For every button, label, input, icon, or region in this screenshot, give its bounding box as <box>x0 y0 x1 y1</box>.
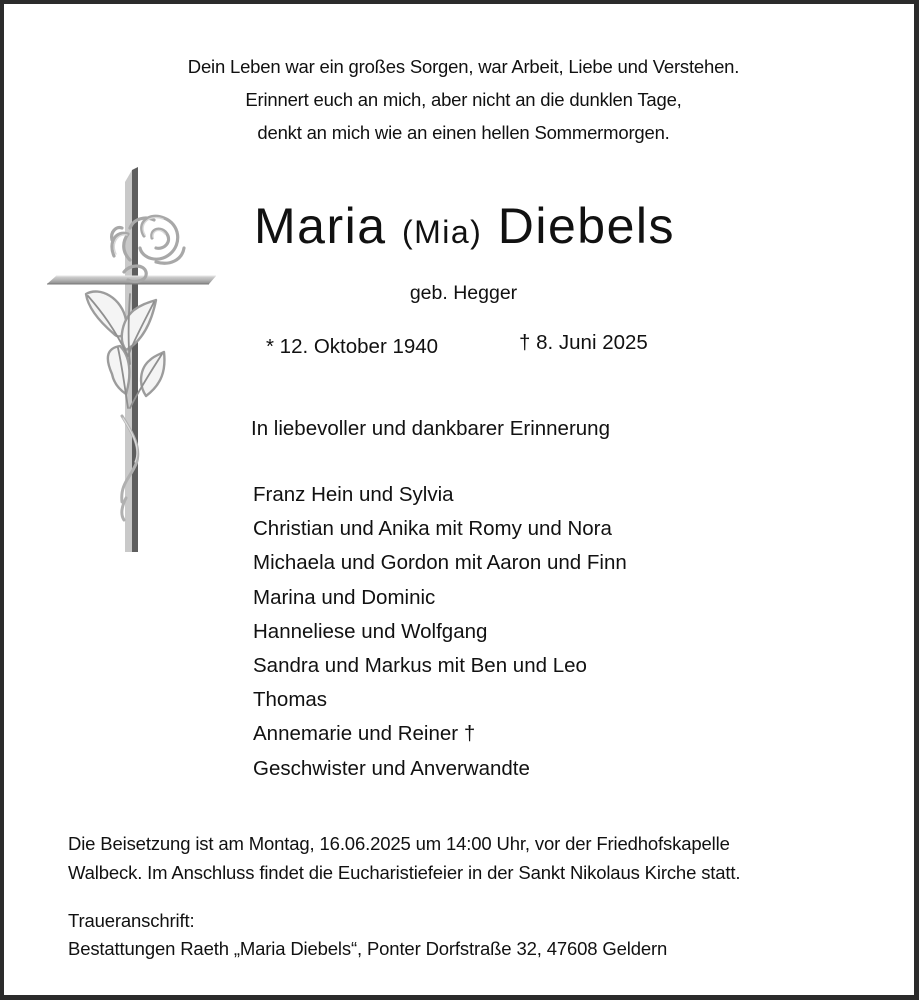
birth-date: * 12. Oktober 1940 <box>266 335 439 358</box>
mourner-item: Hanneliese und Wolfgang <box>253 619 488 643</box>
funeral-line: Walbeck. Im Anschluss findet die Eucharistiefeier in der Sankt Nikolaus Kirche statt. <box>68 862 741 883</box>
mourner-item: Geschwister und Anverwandte <box>253 756 530 780</box>
mourner-item: Christian und Anika mit Romy und Nora <box>253 517 612 541</box>
mourner-item: Michaela und Gordon mit Aaron und Finn <box>253 551 627 575</box>
funeral-line: Die Beisetzung ist am Montag, 16.06.2025 um 14:00 Uhr, vor der Friedhofskapelle <box>68 833 730 854</box>
poem-line: Erinnert euch an mich, aber nicht an die dunklen Tage, <box>245 89 682 110</box>
maiden-name: geb. Hegger <box>409 282 518 304</box>
mourner-item: Marina und Dominic <box>253 585 436 609</box>
mourner-item: Annemarie und Reiner † <box>253 722 476 746</box>
nickname: (Mia) <box>401 214 483 250</box>
deceased-name <box>4 194 919 264</box>
poem-line: denkt an mich wie an einen hellen Sommermorgen. <box>257 122 670 143</box>
address-label: Traueranschrift: <box>68 910 195 931</box>
poem-line: Dein Leben war ein großes Sorgen, war Arbeit, Liebe und Verstehen. <box>187 56 740 77</box>
remembrance-line: In liebevoller und dankbarer Erinnerung <box>251 417 610 440</box>
condolence-address <box>68 907 667 963</box>
address-text: Bestattungen Raeth „Maria Diebels“, Ponter Dorfstraße 32, 47608 Geldern <box>68 938 668 959</box>
mourners-list <box>253 478 627 786</box>
mourner-item: Sandra und Markus mit Ben und Leo <box>253 653 587 677</box>
mourner-item: Franz Hein und Sylvia <box>253 483 454 506</box>
poem <box>4 50 919 149</box>
last-name: Diebels <box>497 198 675 254</box>
first-name: Maria <box>254 198 387 254</box>
mourner-item: Thomas <box>253 688 328 712</box>
death-date: † 8. Juni 2025 <box>519 331 648 354</box>
funeral-notice <box>68 829 740 887</box>
